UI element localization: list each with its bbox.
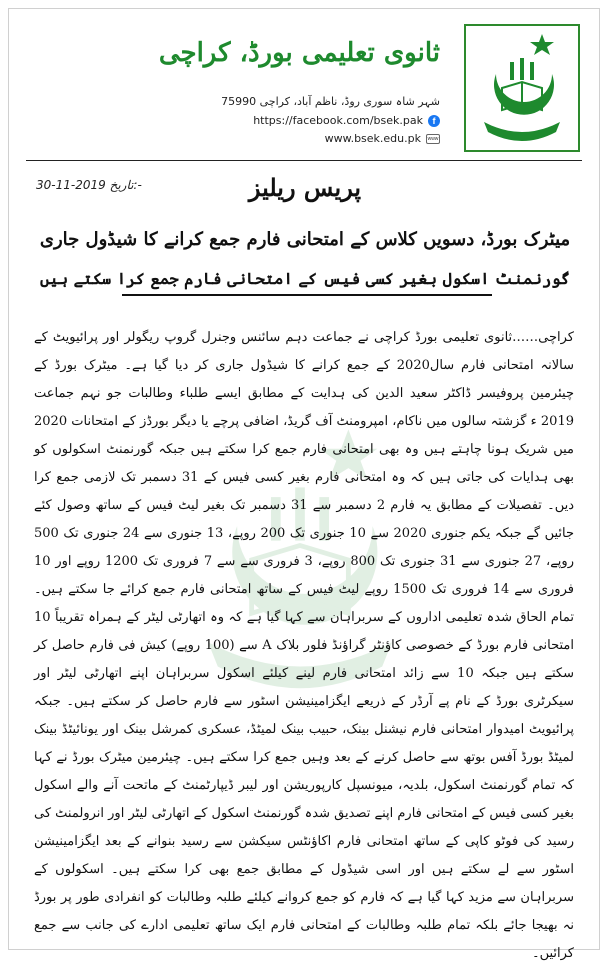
- website-link[interactable]: [180, 132, 440, 145]
- date-value: 30-11-2019: [36, 178, 106, 192]
- press-release-body: [34, 324, 574, 968]
- board-logo: [464, 24, 580, 152]
- board-name: ثانوی تعلیمی بورڈ، کراچی: [158, 38, 440, 68]
- website-url[interactable]: www.bsek.edu.pk: [324, 132, 421, 145]
- facebook-url[interactable]: https://facebook.com/bsek.pak: [253, 114, 423, 127]
- press-release-title: پریس ریلیز: [248, 173, 362, 202]
- facebook-icon: f: [428, 115, 440, 127]
- facebook-link[interactable]: [180, 114, 440, 127]
- headline-sub: گورنمنٹ اسکول بغیر کسی فیس کے امتحانی فارم جمع کرا سکتے ہیں: [39, 269, 571, 288]
- body-paragraph: کراچی……ثانوی تعلیمی بورڈ کراچی نے جماعت دہم سائنس وجنرل گروپ ریگولر اور پرائیویٹ کے سالانہ امتحانی فارم سال2020 کے جمع کرانے کا شیڈول جاری کر دیا گیا ہے۔ میٹرک بورڈ کے چیئرمین پروفیسر ڈاکٹر سعید الدین کی ہدایت کے مطابق ایسے طلباء وطالبات جو نہم جماعت 2019 ء گزشتہ سالوں میں ناکام، امپرومنٹ آف گریڈ، اضافی پرچے یا دیگر بورڈز کے امتحانات 2020 میں شریک ہونا چاہتے ہیں وہ بھی امتحانی فارم جمع کرا سکتے ہیں جبکہ گورنمنٹ اسکولوں کو بھی ہدایات کی جاتی ہیں کہ وہ امتحانی فارم بغیر کسی فیس کے 31 دسمبر تک لازمی جمع کرا دیں۔ تفصیلات کے مطابق یہ فارم 2 دسمبر سے 31 دسمبر تک بغیر لیٹ فیس کے ساتھ وصول کئے جائیں گے جبکہ یکم جنوری 2020 سے 10 جنوری تک 200 روپے، 13 جنوری سے 24 جنوری تک 500 روپے، 27 جنوری سے 31 جنوری تک 800 روپے، 3 فروری سے سے 7 فروری تک 1200 روپے اور 10 فروری سے 14 فروری تک 1500 روپے لیٹ فیس کے ساتھ امتحانی فارم جمع کرائے جا سکتے ہیں۔ تمام الحاق شدہ تعلیمی اداروں کے سربراہان سے کہا گیا ہے کہ وہ اتھارٹی لیٹر کے ہمراہ تقریباً 10 امتحانی فارم بورڈ کے خصوصی کاؤنٹر گراؤنڈ فلور بلاک A سے (100 روپے) کیش فی فارم حاصل کر سکتے ہیں جبکہ 10 سے زائد امتحانی فارم لینے کیلئے اسکول سربراہان اپنے اتھارٹی لیٹر اور سیکرٹری بورڈ کے نام پے آرڈر کے ذریعے ایگزامینیشن اسٹور سے فارم حاصل کر سکتے ہیں۔ جبکہ پرائیویٹ امیدوار امتحانی فارم نیشنل بینک، حبیب بینک لمیٹڈ، عسکری کمرشل بینک اور یونائیٹڈ بینک لمیٹڈ بورڈ آفس بوتھ سے حاصل کرنے کے بعد وہیں جمع کرا سکتے ہیں۔ چیئرمین میٹرک بورڈ نے کہا کہ تمام گورنمنٹ اسکول، بلدیہ، میونسپل کارپوریشن اور لیبر ڈیپارٹمنٹ کے ماتحت آنے والے اسکول بغیر کسی فیس کے امتحانی فارم اپنے تصدیق شدہ گورنمنٹ اسکول کے اتھارٹی لیٹر اور انرولمنٹ کی رسید کی فوٹو کاپی کے ساتھ امتحانی فارم اکاؤنٹس سیکشن سے رسید بنوانے کے بعد ایگزامینیشن اسٹور سے لے سکتے ہیں اور اسی شیڈول کے مطابق جمع بھی کرا سکتے ہیں۔ اسکولوں کے سربراہان سے مزید کہا گیا ہے کہ فارم کو جمع کروانے کیلئے طلبہ وطالبات کو انفرادی طور پر بورڈ نہ بھیجا جائے بلکہ تمام طلبہ وطالبات کے امتحانی فارم ایک ساتھ تعلیمی ادارے کی جانب سے جمع کرائیں۔: [34, 330, 575, 961]
- headline-main: میٹرک بورڈ، دسویں کلاس کے امتحانی فارم جمع کرانے کا شیڈول جاری: [39, 229, 571, 250]
- www-icon: www: [427, 135, 439, 142]
- date-label: تاریخ:-: [109, 178, 142, 192]
- header-divider: [26, 160, 582, 161]
- headline-underline: [122, 294, 492, 296]
- board-address: شہر شاہ سوری روڈ، ناظم آباد، کراچی 75990: [221, 95, 440, 108]
- logo-emblem-icon: [466, 26, 578, 150]
